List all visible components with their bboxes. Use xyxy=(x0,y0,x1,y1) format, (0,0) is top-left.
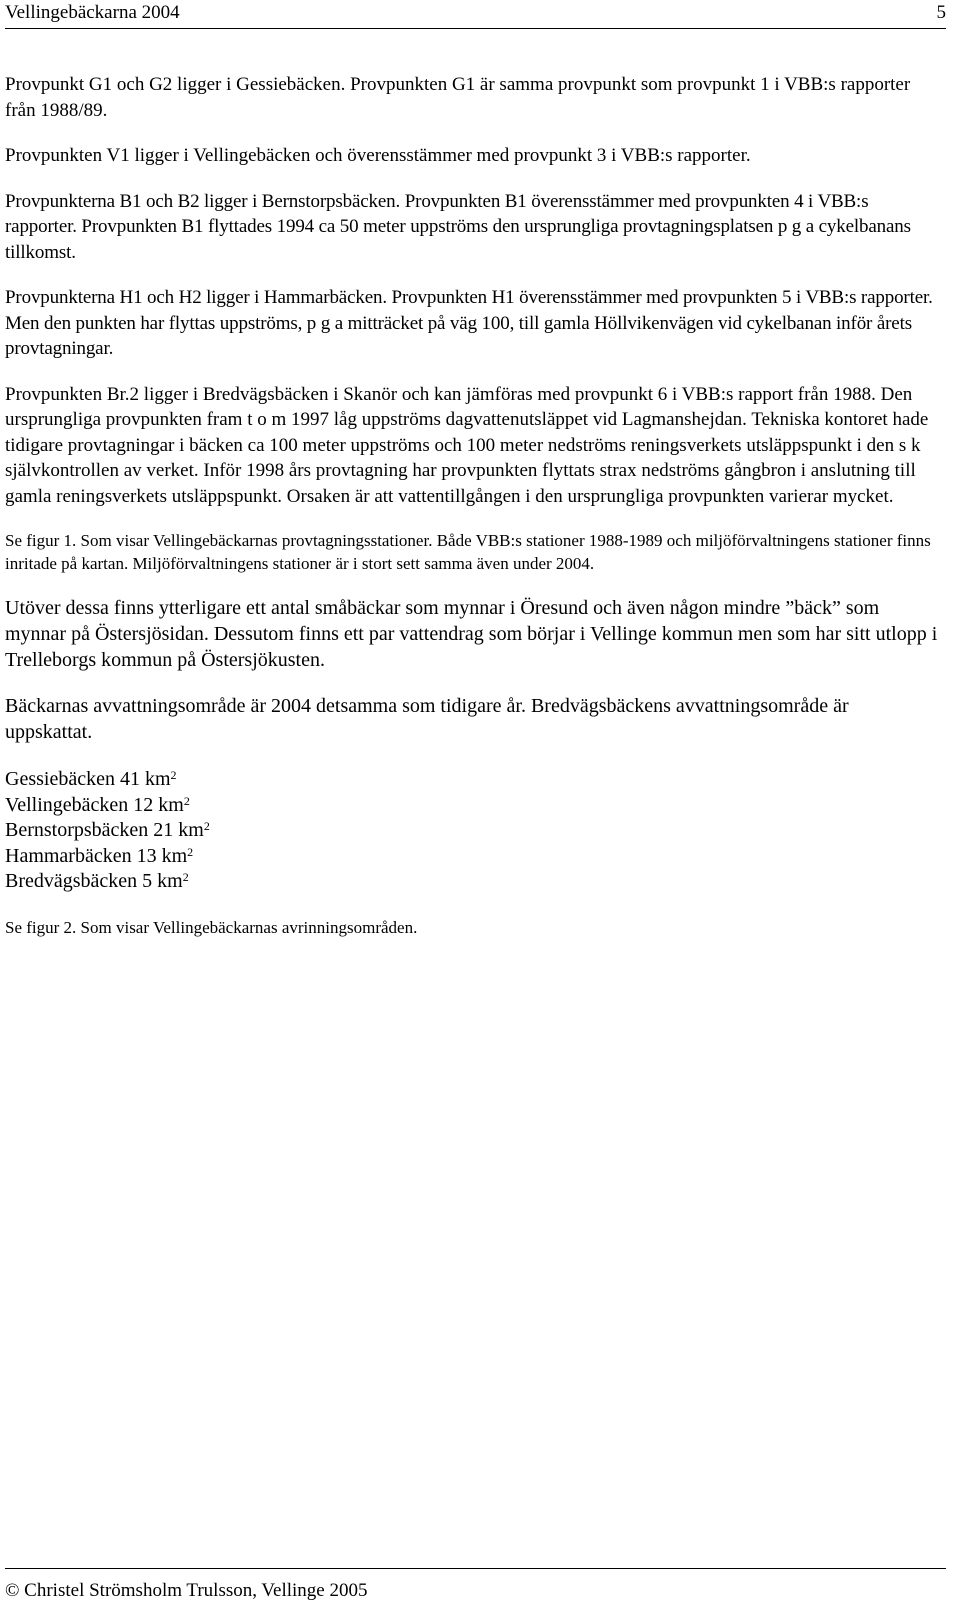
catchment-area-item: Bredvägsbäcken 5 $km^2$ xyxy=(5,870,189,893)
page-header xyxy=(5,0,946,29)
page-number: 5 xyxy=(936,2,946,23)
page-body xyxy=(5,72,940,956)
paragraph-h-points: Provpunkterna H1 och H2 ligger i Hammarbäcken. Provpunkten H1 överensstämmer med provpunkten 5 i VBB:s rapporter. Men den punkten har flyttas uppströms, p g a mitträcket på väg 100, till gamla Höllvikenvägen vid cykelbanan inför årets provtagningar. xyxy=(5,287,933,359)
paragraph-br-points: Provpunkten Br.2 ligger i Bredvägsbäcken i Skanör och kan jämföras med provpunkt 6 i VBB:s rapport från 1988. Den ursprungliga provpunkten fram t o m 1997 låg uppströms dagvattenutsläppet vid Lagmanshejdan. Tekniska kontoret hade tidigare provtagningar i bäcken ca 100 meter uppströms och 100 meter nedströms reningsverkets utsläppspunkt i den s k självkontrollen av verket. Inför 1998 års provtagning har provpunkten flyttats strax nedströms gångbron i anslutning till gamla reningsverkets utsläppspunkt. Orsaken är att vattentillgången i den ursprungliga provpunkten varierar mycket. xyxy=(5,383,929,507)
catchment-area-item: Hammarbäcken 13 $km^2$ xyxy=(5,844,194,867)
catchment-area-item: Bernstorpsbäcken 21 $km^2$ xyxy=(5,819,210,842)
paragraph-small-streams: Utöver dessa finns ytterligare ett antal småbäckar som mynnar i Öresund och även någon mindre ”bäck” som mynnar på Östersjösidan. Dessutom finns ett par vattendrag som börjar i Vellinge kommun men som har sitt utlopp i Trelleborgs kommun på Östersjökusten. xyxy=(5,597,938,671)
page-footer xyxy=(5,1568,946,1613)
paragraph-g-points: Provpunkt G1 och G2 ligger i Gessiebäcken. Provpunkten G1 är samma provpunkt som provpunkt 1 i VBB:s rapporter från 1988/89. xyxy=(5,74,911,121)
paragraph-b-points: Provpunkterna B1 och B2 ligger i Bernstorpsbäcken. Provpunkten B1 överensstämmer med provpunkten 4 i VBB:s rapporter. Provpunkten B1 flyttades 1994 ca 50 meter uppströms den ursprungliga provtagningsplatsen p g a cykelbanans tillkomst. xyxy=(5,190,911,263)
figure-1-reference: Se figur 1. Som visar Vellingebäckarnas provtagningsstationer. Både VBB:s stationer 1988-1989 och miljöförvaltningens stationer finns inritade på kartan. Miljöförvaltningens stationer är i stort sett samma även under 2004. xyxy=(5,531,931,573)
catchment-area-item: Vellingebäcken 12 $km^2$ xyxy=(5,793,190,816)
document-title: Vellingebäckarna 2004 xyxy=(5,2,180,23)
copyright-notice: © Christel Strömsholm Trulsson, Vellinge 2005 xyxy=(5,1580,368,1601)
catchment-area-item: Gessiebäcken 41 $km^2$ xyxy=(5,768,177,790)
catchment-area-list xyxy=(5,767,940,895)
paragraph-v-points: Provpunkten V1 ligger i Vellingebäcken och överensstämmer med provpunkt 3 i VBB:s rapporter. xyxy=(5,145,751,166)
paragraph-catchment-note: Bäckarnas avvattningsområde är 2004 detsamma som tidigare år. Bredvägsbäckens avvattningsområde är uppskattat. xyxy=(5,695,849,743)
figure-2-reference: Se figur 2. Som visar Vellingebäckarnas avrinningsområden. xyxy=(5,917,418,937)
